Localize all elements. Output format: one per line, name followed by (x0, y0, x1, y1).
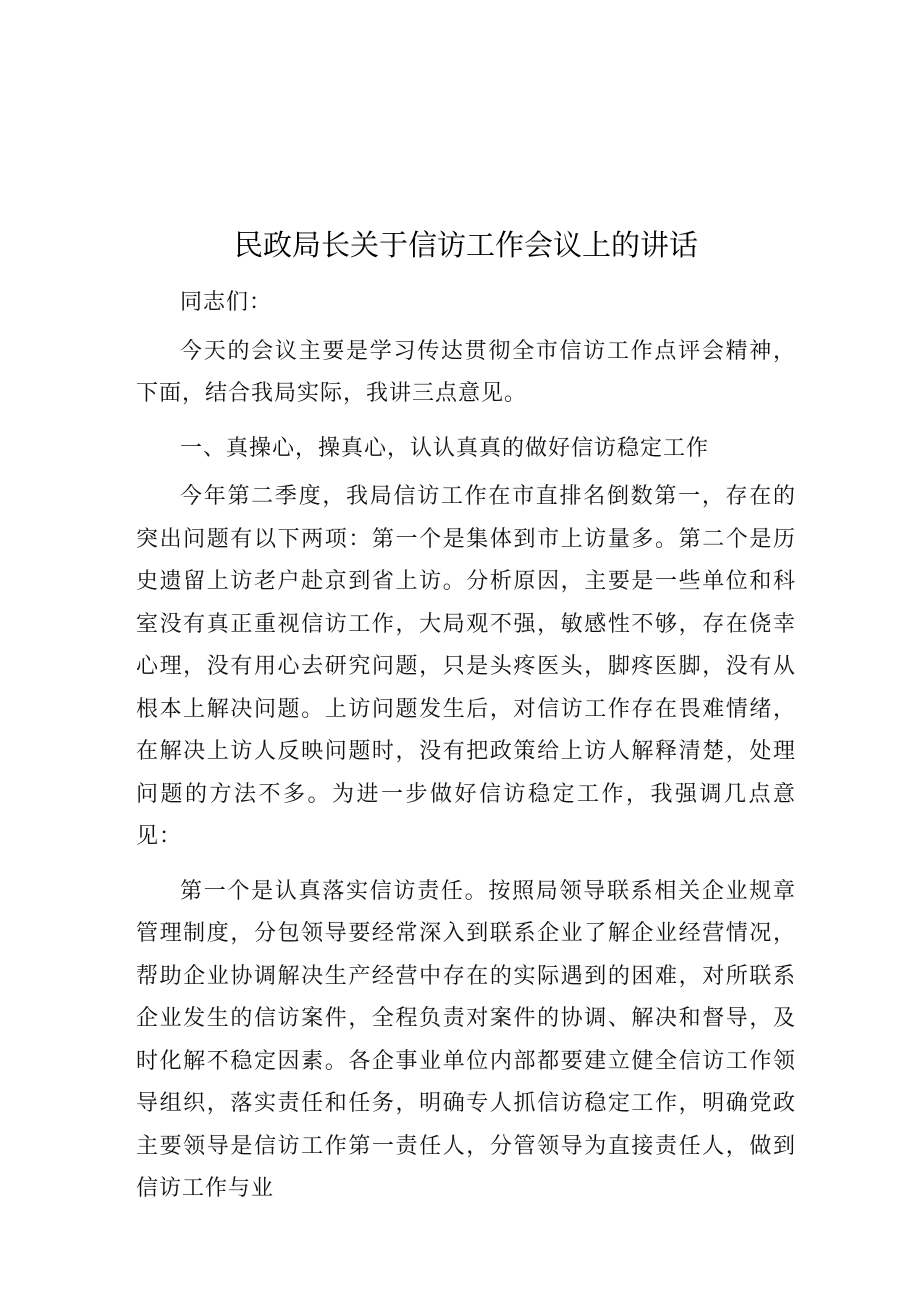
section-heading-1: 一、真操心，操真心，认认真真的做好信访稳定工作 (180, 435, 710, 461)
document-title: 民政局长关于信访工作会议上的讲话 (233, 228, 698, 262)
salutation: 同志们： (180, 290, 273, 315)
paragraph-analysis: 今年第二季度，我局信访工作在市直排名倒数第一，存在的突出问题有以下两项：第一个是集体到市上访量多。第二个是历史遗留上访老户赴京到省上访。分析原因，主要是一些单位和科室没有真正重视信访工作，大局观不强，敏感性不够，存在侥幸心理，没有用心去研究问题，只是头疼医头，脚疼医脚，没有从根本上解决问题。上访问题发生后，对信访工作存在畏难情绪，在解决上访人反映问题时，没有把政策给上访人解释清楚，处理问题的方法不多。为进一步做好信访稳定工作，我强调几点意见： (136, 484, 796, 849)
paragraph-intro: 今天的会议主要是学习传达贯彻全市信访工作点评会精神，下面，结合我局实际，我讲三点意见。 (136, 338, 796, 406)
paragraph-responsibility: 第一个是认真落实信访责任。按照局领导联系相关企业规章管理制度，分包领导要经常深入到联系企业了解企业经营情况，帮助企业协调解决生产经营中存在的实际遇到的困难，对所联系企业发生的信访案件，全程负责对案件的协调、解决和督导，及时化解不稳定因素。各企事业单位内部都要建立健全信访工作领导组织，落实责任和任务，明确专人抓信访稳定工作，明确党政主要领导是信访工作第一责任人，分管领导为直接责任人，做到信访工作与业 (136, 878, 796, 1201)
document-body (136, 222, 796, 1211)
